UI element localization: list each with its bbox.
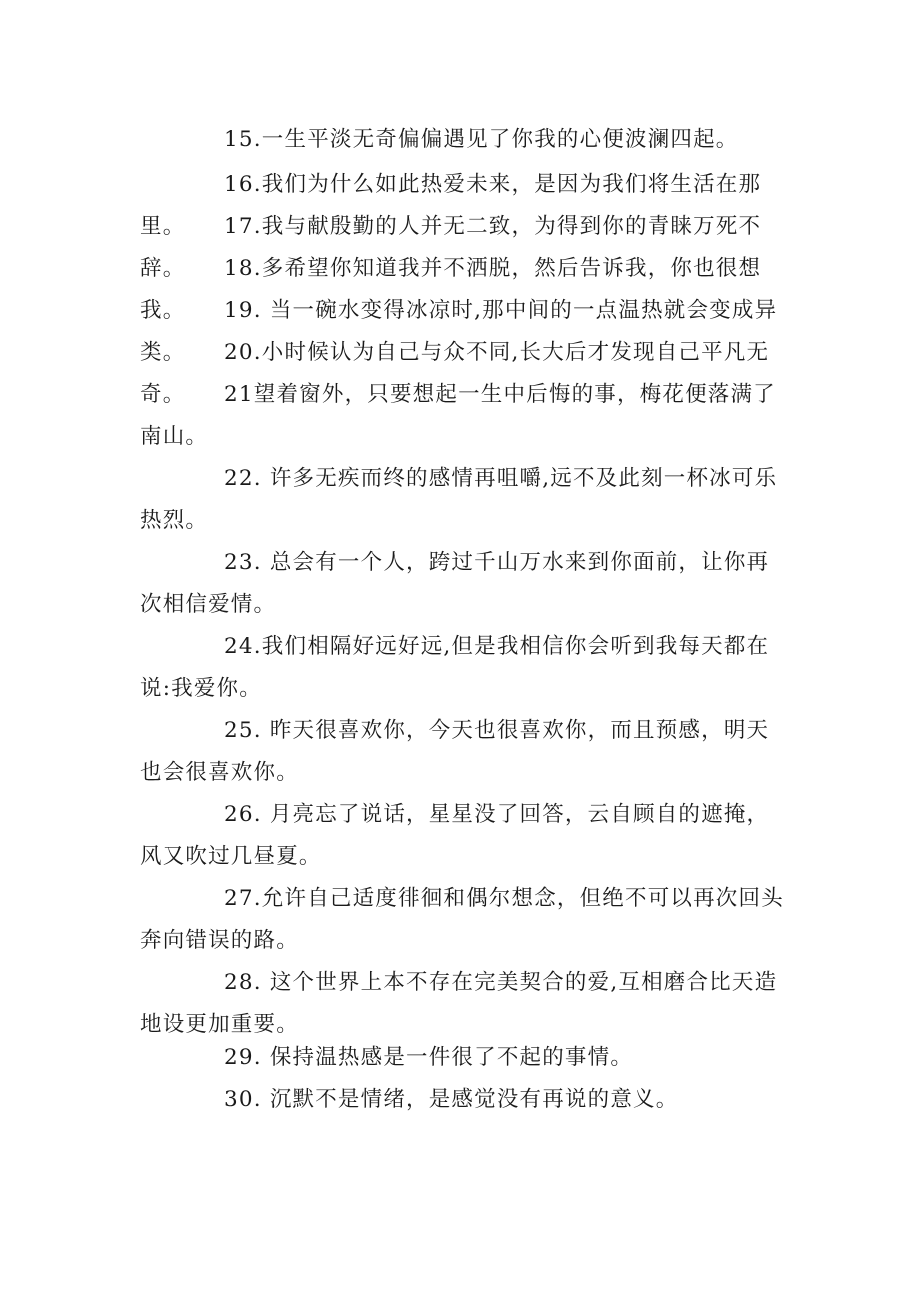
item-text: . 总会有一个人，跨过千山万水来到你面前，让你再次相信爱情。 bbox=[140, 550, 770, 617]
item-number: 30 bbox=[224, 1087, 254, 1112]
item-text: .多希望你知道我并不洒脱，然后告诉我，你也很想我。 bbox=[140, 256, 762, 323]
item-number: 18 bbox=[224, 256, 254, 281]
item-text: .允许自己适度徘徊和偶尔想念，但绝不可以再次回头奔向错误的路。 bbox=[140, 886, 784, 953]
list-item bbox=[140, 374, 790, 458]
item-text: .我们相隔好远好远,但是我相信你会听到我每天都在说:我爱你。 bbox=[140, 634, 770, 701]
item-text: .一生平淡无奇偏偏遇见了你我的心便波澜四起。 bbox=[253, 127, 739, 152]
item-text: . 月亮忘了说话，星星没了回答，云自顾自的遮掩，风又吹过几昼夏。 bbox=[140, 802, 770, 869]
list-item bbox=[140, 1079, 790, 1121]
item-text: 望着窗外，只要想起一生中后悔的事，梅花便落满了南山。 bbox=[140, 382, 776, 449]
item-number: 27 bbox=[224, 886, 254, 911]
item-text: . 昨天很喜欢你，今天也很喜欢你，而且预感，明天也会很喜欢你。 bbox=[140, 718, 770, 785]
item-number: 25 bbox=[224, 718, 254, 743]
item-number: 19 bbox=[224, 298, 254, 323]
item-text: . 许多无疾而终的感情再咀嚼,远不及此刻一杯冰可乐热烈。 bbox=[140, 466, 778, 533]
list-item bbox=[140, 962, 790, 1046]
item-text: . 当一碗水变得冰凉时,那中间的一点温热就会变成异类。 bbox=[140, 298, 778, 365]
item-number: 23 bbox=[224, 550, 254, 575]
item-text: .小时候认为自己与众不同,长大后才发现自己平凡无奇。 bbox=[140, 340, 770, 407]
item-text: . 沉默不是情绪，是感觉没有再说的意义。 bbox=[253, 1087, 679, 1112]
list-item bbox=[140, 458, 790, 542]
list-item bbox=[140, 542, 790, 626]
item-text: .我们为什么如此热爱未来，是因为我们将生活在那里。 bbox=[140, 172, 762, 239]
item-text: .我与献殷勤的人并无二致，为得到你的青睐万死不辞。 bbox=[140, 214, 762, 281]
list-item bbox=[140, 1037, 790, 1079]
item-number: 24 bbox=[224, 634, 254, 659]
item-number: 17 bbox=[224, 214, 254, 239]
list-item bbox=[140, 119, 790, 161]
item-number: 22 bbox=[224, 466, 254, 491]
item-number: 15 bbox=[224, 127, 254, 152]
item-number: 16 bbox=[224, 172, 254, 197]
list-item bbox=[140, 878, 790, 962]
item-text: . 保持温热感是一件很了不起的事情。 bbox=[253, 1045, 634, 1070]
item-number: 29 bbox=[224, 1045, 254, 1070]
item-number: 20 bbox=[224, 340, 254, 365]
item-number: 21 bbox=[224, 382, 254, 407]
list-item bbox=[140, 794, 790, 878]
list-item bbox=[140, 626, 790, 710]
item-number: 26 bbox=[224, 802, 254, 827]
list-item bbox=[140, 710, 790, 794]
item-text: . 这个世界上本不存在完美契合的爱,互相磨合比天造地设更加重要。 bbox=[140, 970, 778, 1037]
item-number: 28 bbox=[224, 970, 254, 995]
